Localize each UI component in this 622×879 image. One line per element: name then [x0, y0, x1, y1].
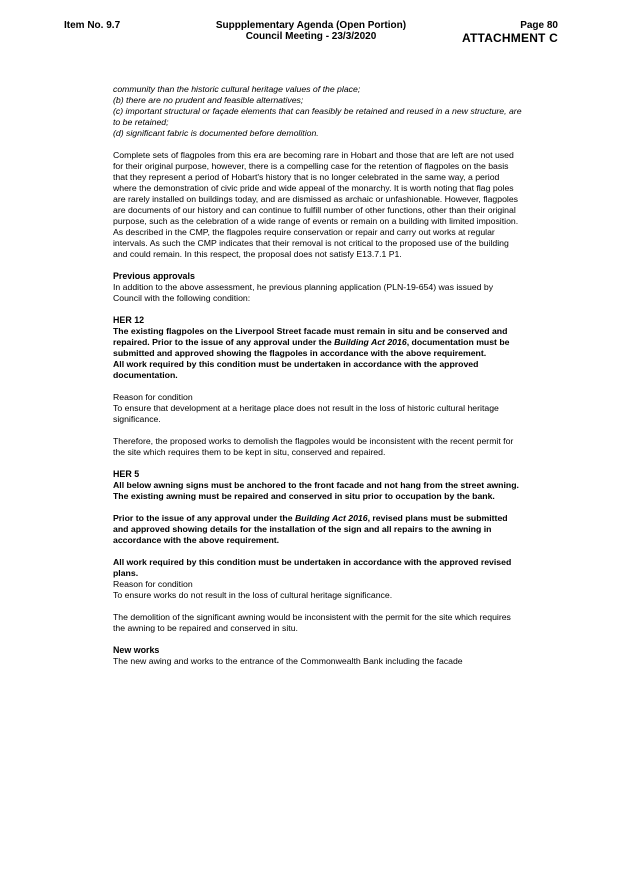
her12-condition-part-a: The existing flagpoles on the Liverpool Street facade must remain in situ and be conserved and repaired. Prior to the issue of any approval under the: [113, 326, 508, 347]
her12-act-name: Building Act 2016: [334, 337, 407, 347]
previous-approvals-heading: Previous approvals: [113, 271, 195, 281]
agenda-line-2: Council Meeting - 23/3/2020: [245, 31, 377, 42]
flagpoles-paragraph: Complete sets of flagpoles from this era are becoming rare in Hobart and those that are left are not used for their original purpose, however, there is a compelling case for the retention of flagpoles on the basis that they represent a period of Hobart's history that is no longer celebrated in the same way, a period where the demonstration of civic pride and wide appeal of the monarchy. It is worth noting that flag poles are rarely installed on buildings today, and are dismissed as archaic or unfashionable. However, flagpoles are documents of our history and can continue to fulfill number of other functions, other than their original purpose, such as the celebration of a wide range of events or remain on a building with limited imposition. As described in the CMP, the flagpoles require conservation or repair and carry out works at regular intervals. As such the CMP indicates that their removal is not critical to the proposed use of the building and could remain. In this respect, the proposal does not satisfy E13.7.1 P1.: [113, 150, 519, 259]
previous-approvals-text: In addition to the above assessment, he previous planning application (PLN-19-654) was issued by Council with the following condition:: [113, 282, 494, 303]
her12-condition-part-b: , documentation must be submitted and approved showing the flagpoles in accordance with the above requirement.: [113, 337, 510, 358]
new-works-heading: New works: [113, 645, 160, 655]
new-works-text: The new awing and works to the entrance of the Commonwealth Bank including the facade: [113, 656, 463, 666]
criterion-a-tail: community than the historic cultural heritage values of the place;: [113, 84, 361, 94]
her5-conclusion: The demolition of the significant awning would be inconsistent with the permit for the site which requires the awning to be repaired and conserved in situ.: [113, 612, 511, 633]
criterion-b: (b) there are no prudent and feasible alternatives;: [113, 95, 304, 105]
agenda-line-1: Suppplementary Agenda (Open Portion): [215, 20, 407, 31]
criterion-d: (d) significant fabric is documented before demolition.: [113, 128, 319, 138]
her12-reason-text: To ensure that development at a heritage place does not result in the loss of historic cultural heritage significance.: [113, 403, 499, 424]
her5-act-name: Building Act 2016: [295, 513, 368, 523]
her5-heading: HER 5: [113, 469, 140, 479]
her12-condition: [113, 326, 523, 359]
page-header: [0, 0, 622, 50]
her5-reason-text: To ensure works do not result in the loss of cultural heritage significance.: [113, 590, 393, 600]
her12-condition-2: All work required by this condition must be undertaken in accordance with the approved documentation.: [113, 359, 479, 380]
her12-heading: HER 12: [113, 315, 145, 325]
criterion-c: (c) important structural or façade elements that can feasibly be retained and reused in a new structure, are to be retained;: [113, 106, 522, 127]
agenda-title: [200, 20, 422, 42]
her5-condition-1: All below awning signs must be anchored to the front facade and not hang from the street awning. The existing awning must be repaired and conserved in situ prior to occupation by the bank.: [113, 480, 519, 501]
her5-condition-2-part-b: , revised plans must be submitted and approved showing details for the installation of the sign and all repairs to the awning in accordance with the above requirement.: [113, 513, 508, 545]
item-number: Item No. 9.7: [64, 20, 121, 31]
her12-reason-heading: Reason for condition: [113, 392, 193, 402]
page-number: Page 80: [520, 20, 558, 31]
her5-condition-2-part-a: Prior to the issue of any approval under the: [113, 513, 295, 523]
her5-condition-2: [113, 513, 523, 546]
attachment-label: ATTACHMENT C: [462, 31, 558, 45]
her5-condition-3: All work required by this condition must be undertaken in accordance with the approved revised plans.: [113, 557, 512, 578]
her12-conclusion: Therefore, the proposed works to demolish the flagpoles would be inconsistent with the recent permit for the site which requires them to be kept in situ, conserved and repaired.: [113, 436, 514, 457]
her5-reason-heading: Reason for condition: [113, 579, 193, 589]
document-body: [113, 84, 523, 667]
